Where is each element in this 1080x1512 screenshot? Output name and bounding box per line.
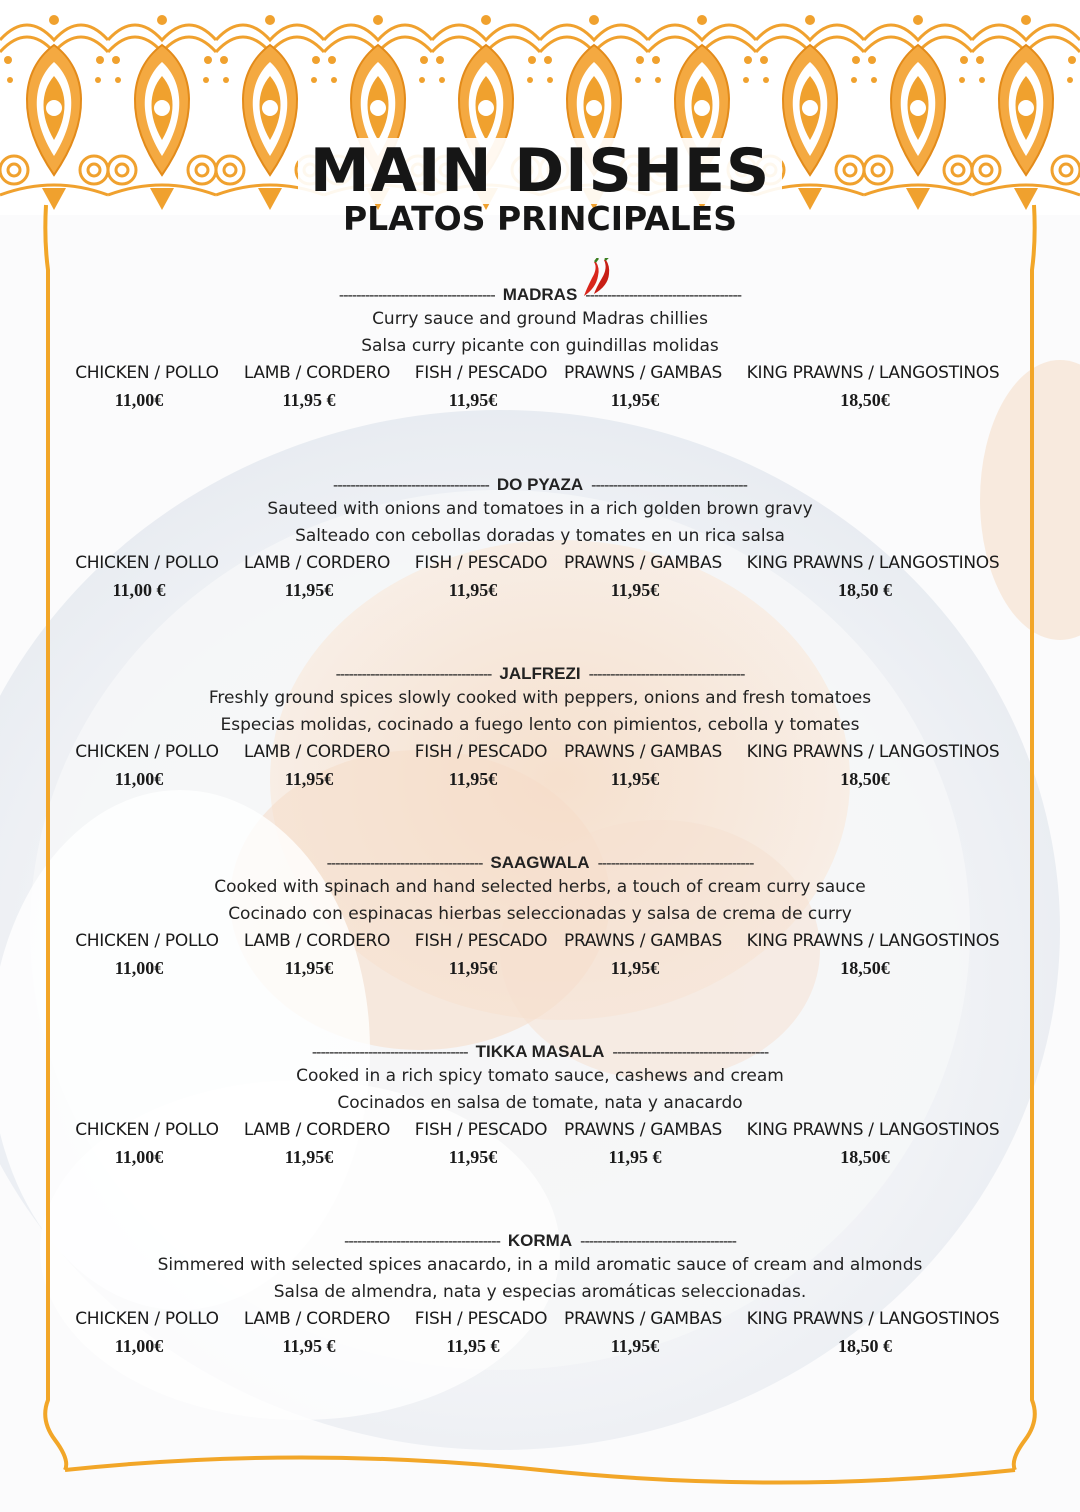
protein-option-label: CHICKEN / POLLO [75,553,219,573]
heading-divider-left: ------------------------------------ [335,666,492,683]
dish-description-spanish: Salsa curry picante con guindillas molidas [361,336,719,356]
protein-option-label: FISH / PESCADO [414,1309,548,1329]
category-row [0,550,1080,577]
dish-description-spanish: Cocinado con espinacas hierbas seleccionadas y salsa de crema de curry [228,904,852,924]
dish-heading [0,853,1080,874]
dish-description-english: Cooked with spinach and hand selected herbs, a touch of cream curry sauce [214,877,866,897]
price-value: 11,95€ [448,958,498,978]
dish-name: TIKKA MASALA [475,1042,605,1061]
dish-section [0,1042,1080,1171]
protein-option-label: FISH / PESCADO [414,931,548,951]
dish-description-english: Cooked in a rich spicy tomato sauce, cashews and cream [296,1066,784,1086]
price-value: 18,50€ [840,769,890,789]
heading-divider-right: ------------------------------------ [597,855,754,872]
price-value: 11,00 € [112,580,166,600]
price-value: 18,50€ [840,390,890,410]
price-value: 11,95€ [448,769,498,789]
protein-option-label: PRAWNS / GAMBAS [564,1309,722,1329]
price-value: 11,95€ [610,769,660,789]
heading-divider-left: ------------------------------------ [344,1233,500,1250]
dish-section [0,285,1080,414]
protein-option-label: CHICKEN / POLLO [75,742,219,762]
dish-description-spanish: Salsa de almendra, nata y especias aromáticas seleccionadas. [273,1282,807,1302]
price-value: 11,95€ [284,580,334,600]
price-value: 11,95 € [282,1336,336,1356]
price-value: 11,95€ [448,1147,498,1167]
price-value: 18,50 € [838,1336,892,1356]
dish-heading [0,1042,1080,1063]
dish-heading [0,285,1080,306]
price-value: 11,95 € [608,1147,662,1167]
heading-divider-left: ------------------------------------ [326,855,483,872]
dish-heading [0,475,1080,496]
price-value: 11,00€ [114,1147,164,1167]
category-row [0,739,1080,766]
dish-section [0,475,1080,604]
protein-option-label: FISH / PESCADO [414,553,548,573]
dish-name: SAAGWALA [490,853,590,872]
price-row [0,766,1080,793]
title-block [0,138,1080,238]
heading-divider-right: ------------------------------------ [591,477,747,494]
price-value: 11,95€ [610,1336,660,1356]
protein-option-label: PRAWNS / GAMBAS [564,931,722,951]
protein-option-label: PRAWNS / GAMBAS [564,553,722,573]
category-row [0,1117,1080,1144]
price-value: 11,00€ [114,769,164,789]
dish-description-english: Curry sauce and ground Madras chillies [372,309,708,329]
protein-option-label: FISH / PESCADO [414,363,548,383]
heading-divider-left: ------------------------------------ [311,1044,468,1061]
protein-option-label: LAMB / CORDERO [243,1120,391,1140]
category-row [0,928,1080,955]
protein-option-label: LAMB / CORDERO [243,553,391,573]
price-row [0,1333,1080,1360]
protein-option-label: CHICKEN / POLLO [75,1120,219,1140]
protein-option-label: KING PRAWNS / LANGOSTINOS [746,363,1000,383]
dish-name: KORMA [507,1231,573,1250]
heading-divider-right: ------------------------------------ [580,1233,736,1250]
dish-description-spanish: Salteado con cebollas doradas y tomates en un rica salsa [295,526,785,546]
price-row [0,1144,1080,1171]
protein-option-label: KING PRAWNS / LANGOSTINOS [746,931,1000,951]
dish-section [0,664,1080,793]
heading-divider-left: ------------------------------------ [333,477,489,494]
price-value: 11,00€ [114,390,164,410]
protein-option-label: PRAWNS / GAMBAS [564,742,722,762]
protein-option-label: KING PRAWNS / LANGOSTINOS [746,1120,1000,1140]
dish-name: DO PYAZA [496,475,584,494]
protein-option-label: KING PRAWNS / LANGOSTINOS [746,1309,1000,1329]
heading-divider-right: ------------------------------------ [588,666,745,683]
page-subtitle: PLATOS PRINCIPALES [342,199,738,238]
dish-description-english: Sauteed with onions and tomatoes in a rich golden brown gravy [267,499,813,519]
protein-option-label: PRAWNS / GAMBAS [564,1120,722,1140]
protein-option-label: LAMB / CORDERO [243,742,391,762]
heading-divider-right: ------------------------------------ [585,287,742,304]
dish-name: JALFREZI [499,664,581,683]
protein-option-label: KING PRAWNS / LANGOSTINOS [746,553,1000,573]
category-row [0,1306,1080,1333]
price-value: 11,95€ [284,1147,334,1167]
price-value: 18,50 € [838,580,892,600]
dish-heading [0,664,1080,685]
dish-description-english: Simmered with selected spices anacardo, in a mild aromatic sauce of cream and almonds [157,1255,923,1275]
price-row [0,577,1080,604]
page-title: MAIN DISHES [298,138,782,204]
heading-divider-left: ------------------------------------ [338,287,495,304]
protein-option-label: CHICKEN / POLLO [75,931,219,951]
dish-description-spanish: Especias molidas, cocinado a fuego lento con pimientos, cebolla y tomates [220,715,860,735]
dish-description-spanish: Cocinados en salsa de tomate, nata y anacardo [337,1093,743,1113]
protein-option-label: KING PRAWNS / LANGOSTINOS [746,742,1000,762]
price-row [0,955,1080,982]
dish-heading [0,1231,1080,1252]
price-value: 11,95€ [284,769,334,789]
price-value: 11,00€ [114,958,164,978]
price-value: 11,95€ [448,580,498,600]
price-row [0,387,1080,414]
price-value: 11,95€ [610,580,660,600]
protein-option-label: LAMB / CORDERO [243,931,391,951]
price-value: 11,00€ [114,1336,164,1356]
price-value: 11,95€ [610,390,660,410]
price-value: 11,95€ [284,958,334,978]
price-value: 11,95 € [282,390,336,410]
heading-divider-right: ------------------------------------ [612,1044,769,1061]
price-value: 18,50€ [840,958,890,978]
dish-description-english: Freshly ground spices slowly cooked with peppers, onions and fresh tomatoes [208,688,872,708]
protein-option-label: LAMB / CORDERO [243,363,391,383]
dish-name: MADRAS [502,285,578,304]
category-row [0,360,1080,387]
protein-option-label: CHICKEN / POLLO [75,1309,219,1329]
protein-option-label: FISH / PESCADO [414,1120,548,1140]
dish-section [0,1231,1080,1360]
protein-option-label: LAMB / CORDERO [243,1309,391,1329]
protein-option-label: FISH / PESCADO [414,742,548,762]
price-value: 11,95€ [610,958,660,978]
dish-section [0,853,1080,982]
protein-option-label: CHICKEN / POLLO [75,363,219,383]
price-value: 11,95 € [446,1336,500,1356]
protein-option-label: PRAWNS / GAMBAS [564,363,722,383]
price-value: 18,50€ [840,1147,890,1167]
price-value: 11,95€ [448,390,498,410]
